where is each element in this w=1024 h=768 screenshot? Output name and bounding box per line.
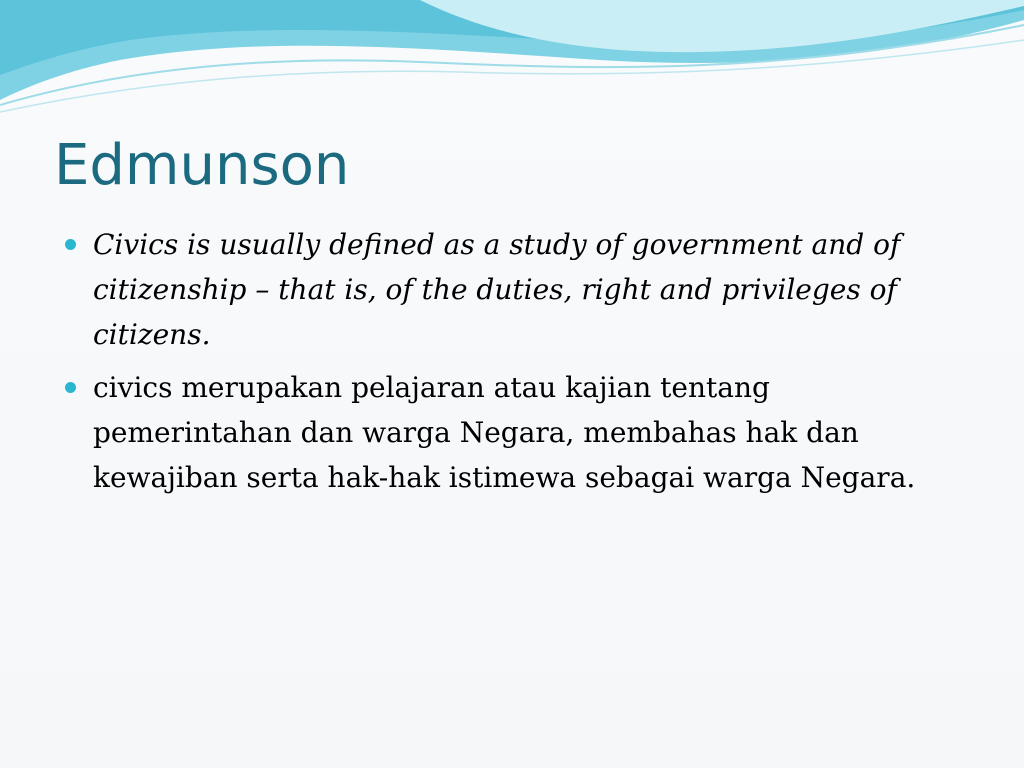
bullet-dot-icon	[65, 382, 76, 393]
bullet-list	[64, 222, 954, 508]
bullet-text: Civics is usually defined as a study of government and of citizenship – that is, of the duties, right and privileges of citizens.	[93, 228, 901, 351]
bullet-item-definition-en	[64, 222, 954, 357]
wave-header-decoration	[0, 0, 1024, 120]
bullet-dot-icon	[65, 239, 76, 250]
bullet-text: civics merupakan pelajaran atau kajian tentang pemerintahan dan warga Negara, membahas hak dan kewajiban serta hak-hak istimewa sebagai warga Negara.	[93, 371, 916, 494]
bullet-item-definition-id	[64, 365, 954, 500]
slide-title: Edmunson	[54, 133, 350, 198]
